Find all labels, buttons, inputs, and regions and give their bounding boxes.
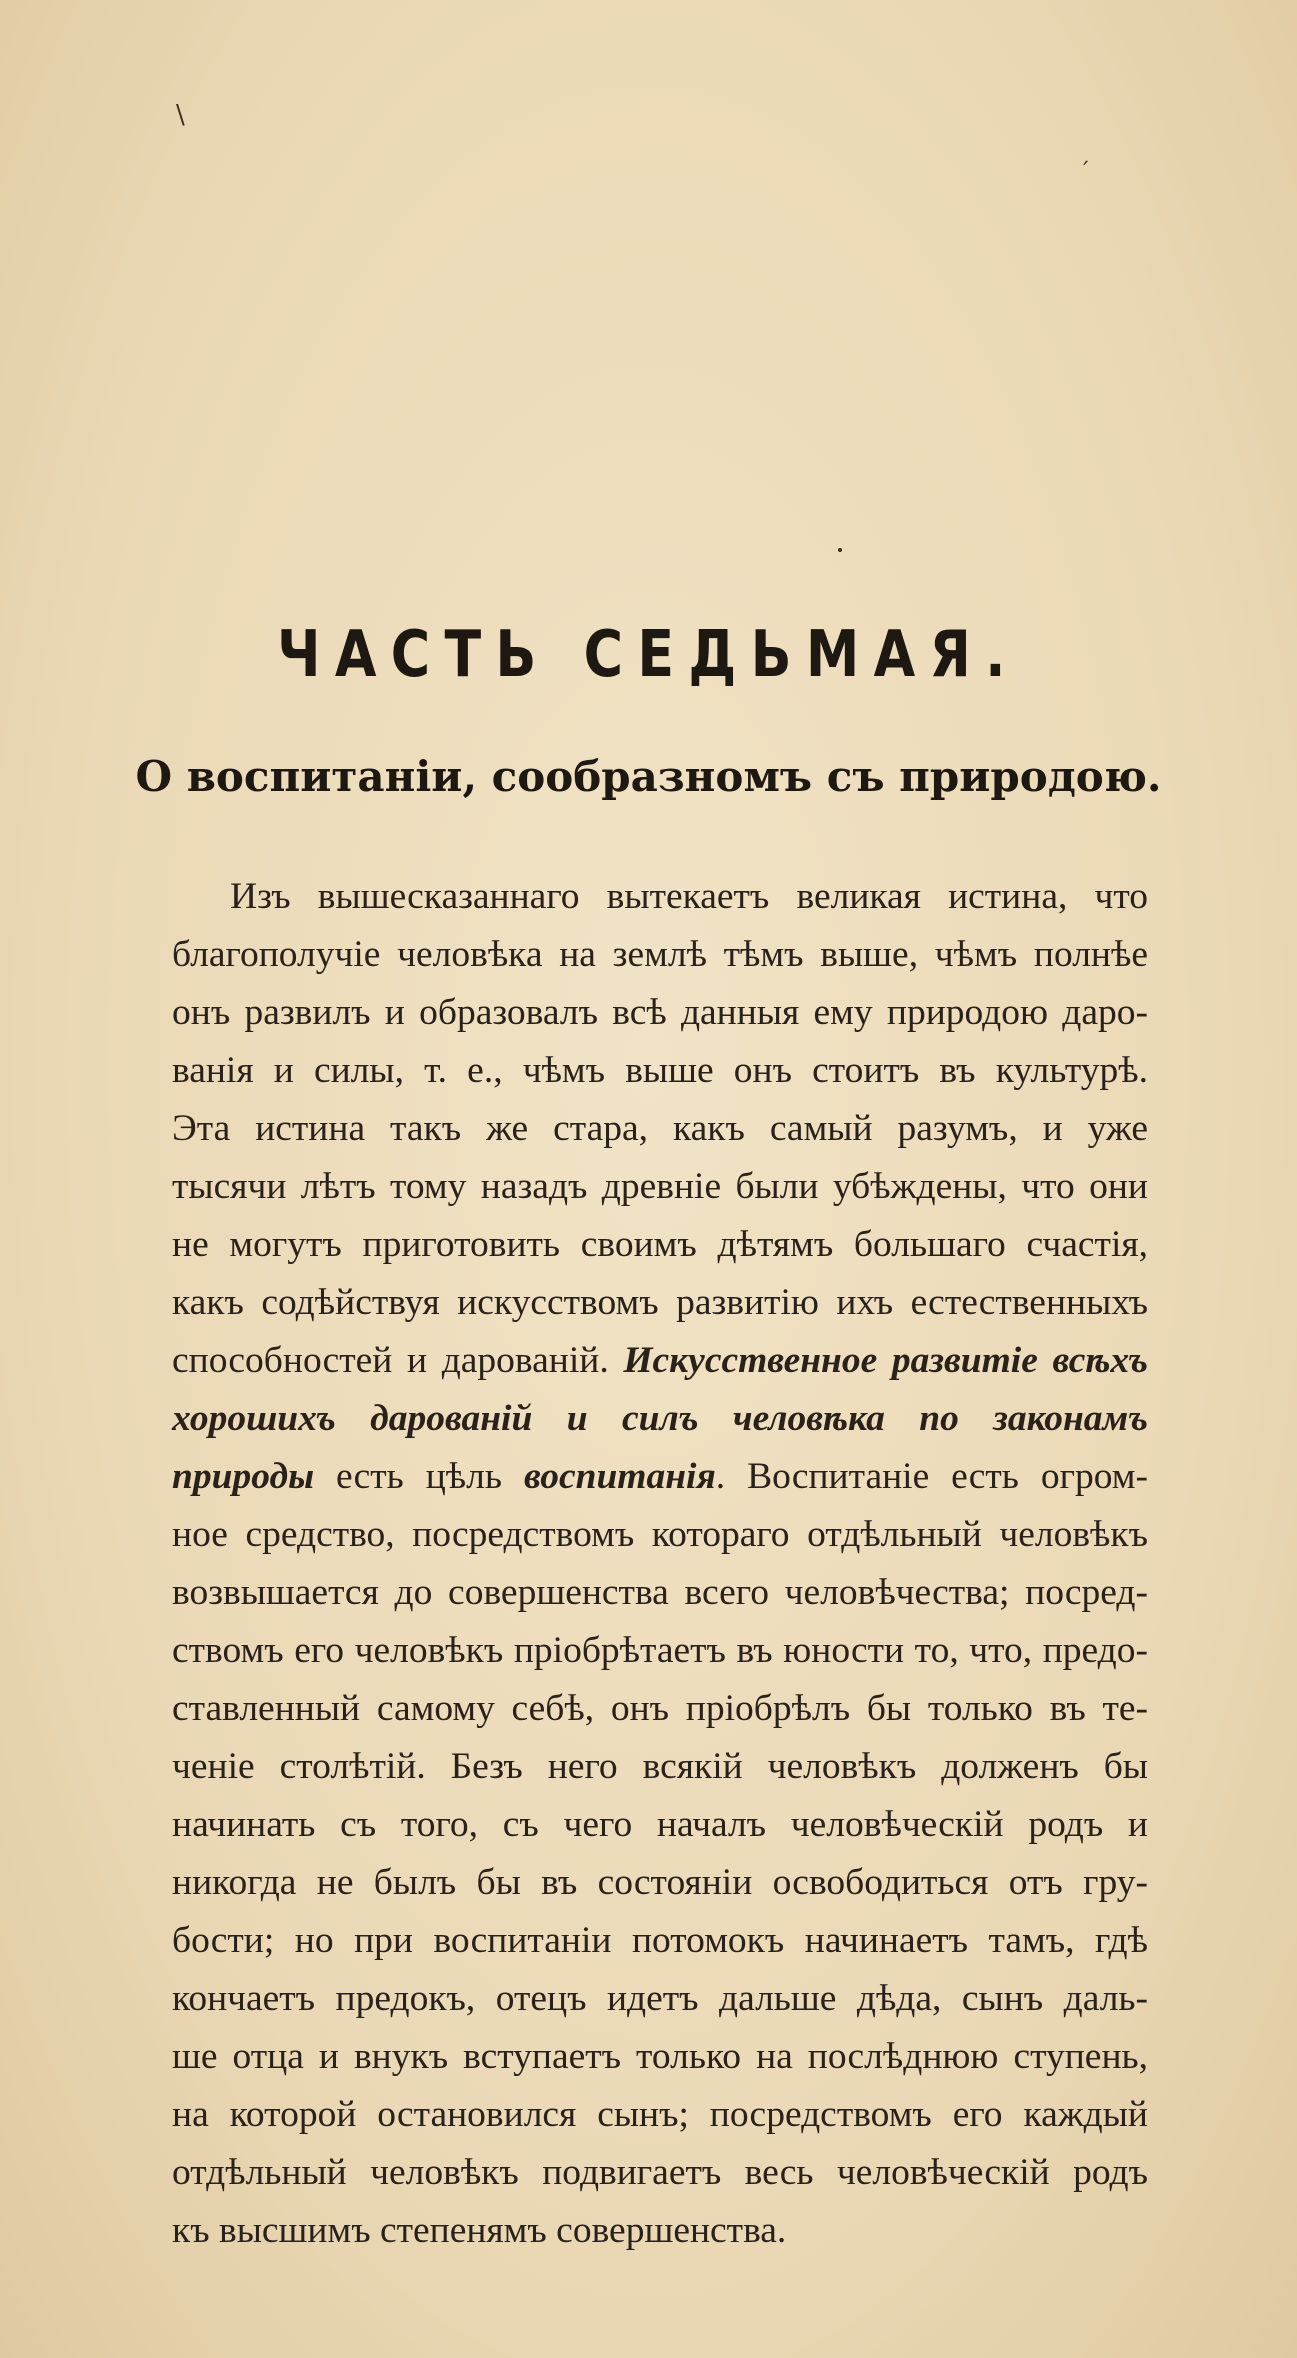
text-line — [172, 1796, 1148, 1854]
text-line — [172, 2202, 1148, 2260]
text-span: ставленный самому себѣ, онъ пріобрѣлъ бы только въ те- — [172, 1688, 1148, 1729]
text-line — [172, 1622, 1148, 1680]
text-span: никогда не былъ бы въ состояніи освободиться отъ гру- — [172, 1862, 1148, 1903]
text-span: ванія и силы, т. е., чѣмъ выше онъ стоитъ въ культурѣ. — [172, 1050, 1148, 1091]
text-span: кончаетъ предокъ, отецъ идетъ дальше дѣда, сынъ даль- — [172, 1978, 1148, 2019]
text-span: . Воспитаніе есть огром- — [715, 1456, 1148, 1497]
text-span: ше отца и внукъ вступаетъ только на послѣднюю ступень, — [172, 2036, 1148, 2077]
chapter-subtitle: О воспитаніи, сообразномъ съ природою. — [135, 752, 1162, 801]
text-line — [172, 1448, 1148, 1506]
text-span: отдѣльный человѣкъ подвигаетъ весь человѣческій родъ — [172, 2152, 1148, 2193]
text-span: возвышается до совершенства всего человѣчества; посред- — [172, 1572, 1148, 1613]
text-line — [172, 984, 1148, 1042]
margin-mark-right: ´ — [1079, 160, 1090, 185]
text-line — [172, 1158, 1148, 1216]
text-line — [172, 2086, 1148, 2144]
text-span: къ высшимъ степенямъ совершенства. — [172, 2210, 787, 2251]
text-span: на которой остановился сынъ; посредствомъ его каждый — [172, 2094, 1148, 2135]
text-line — [172, 1680, 1148, 1738]
text-line — [172, 2028, 1148, 2086]
text-line — [172, 2144, 1148, 2202]
text-line — [172, 1390, 1148, 1448]
text-span: благополучіе человѣка на землѣ тѣмъ выше, чѣмъ полнѣе — [172, 934, 1148, 975]
text-line — [172, 868, 1148, 926]
text-span: тысячи лѣтъ тому назадъ древніе были убѣждены, что они — [172, 1166, 1148, 1207]
text-span: бости; но при воспитаніи потомокъ начинаетъ тамъ, гдѣ — [172, 1920, 1148, 1961]
text-span: ствомъ его человѣкъ пріобрѣтаетъ въ юности то, что, предо- — [172, 1630, 1148, 1671]
italic-text-span: Искусственное развитіе всѣхъ — [623, 1340, 1148, 1381]
text-line — [172, 1564, 1148, 1622]
italic-text-span: воспитанія — [523, 1456, 716, 1497]
text-span: есть цѣль — [314, 1456, 524, 1497]
text-span: Эта истина такъ же стара, какъ самый разумъ, и уже — [172, 1108, 1148, 1149]
text-span: Изъ вышесказаннаго вытекаетъ великая истина, что — [230, 876, 1148, 917]
text-line — [172, 1970, 1148, 2028]
text-line — [172, 1274, 1148, 1332]
chapter-title: ЧАСТЬ СЕДЬМАЯ. — [277, 618, 1020, 692]
italic-text-span: природы — [172, 1456, 315, 1497]
text-span: ное средство, посредствомъ котораго отдѣльный человѣкъ — [172, 1514, 1148, 1555]
text-line — [172, 1854, 1148, 1912]
text-span: способностей и дарованій. — [172, 1340, 624, 1381]
text-line — [172, 1042, 1148, 1100]
text-line — [172, 1912, 1148, 1970]
text-span: онъ развилъ и образовалъ всѣ данныя ему природою даро- — [172, 992, 1148, 1033]
text-span: начинать съ того, съ чего началъ человѣческій родъ и — [172, 1804, 1148, 1845]
text-line — [172, 1506, 1148, 1564]
text-line — [172, 1100, 1148, 1158]
text-span: ченіе столѣтій. Безъ него всякій человѣкъ долженъ бы — [172, 1746, 1148, 1787]
text-line — [172, 1216, 1148, 1274]
italic-text-span: хорошихъ дарованій и силъ человѣка по законамъ — [172, 1398, 1148, 1439]
text-span: не могутъ приготовить своимъ дѣтямъ большаго счастія, — [172, 1224, 1148, 1265]
margin-mark-left: \ — [176, 100, 185, 130]
text-span: какъ содѣйствуя искусствомъ развитію ихъ естественныхъ — [172, 1282, 1148, 1323]
text-line — [172, 1332, 1148, 1390]
print-dot — [838, 548, 842, 552]
text-line — [172, 926, 1148, 984]
body-paragraph — [172, 868, 1148, 2260]
text-line — [172, 1738, 1148, 1796]
